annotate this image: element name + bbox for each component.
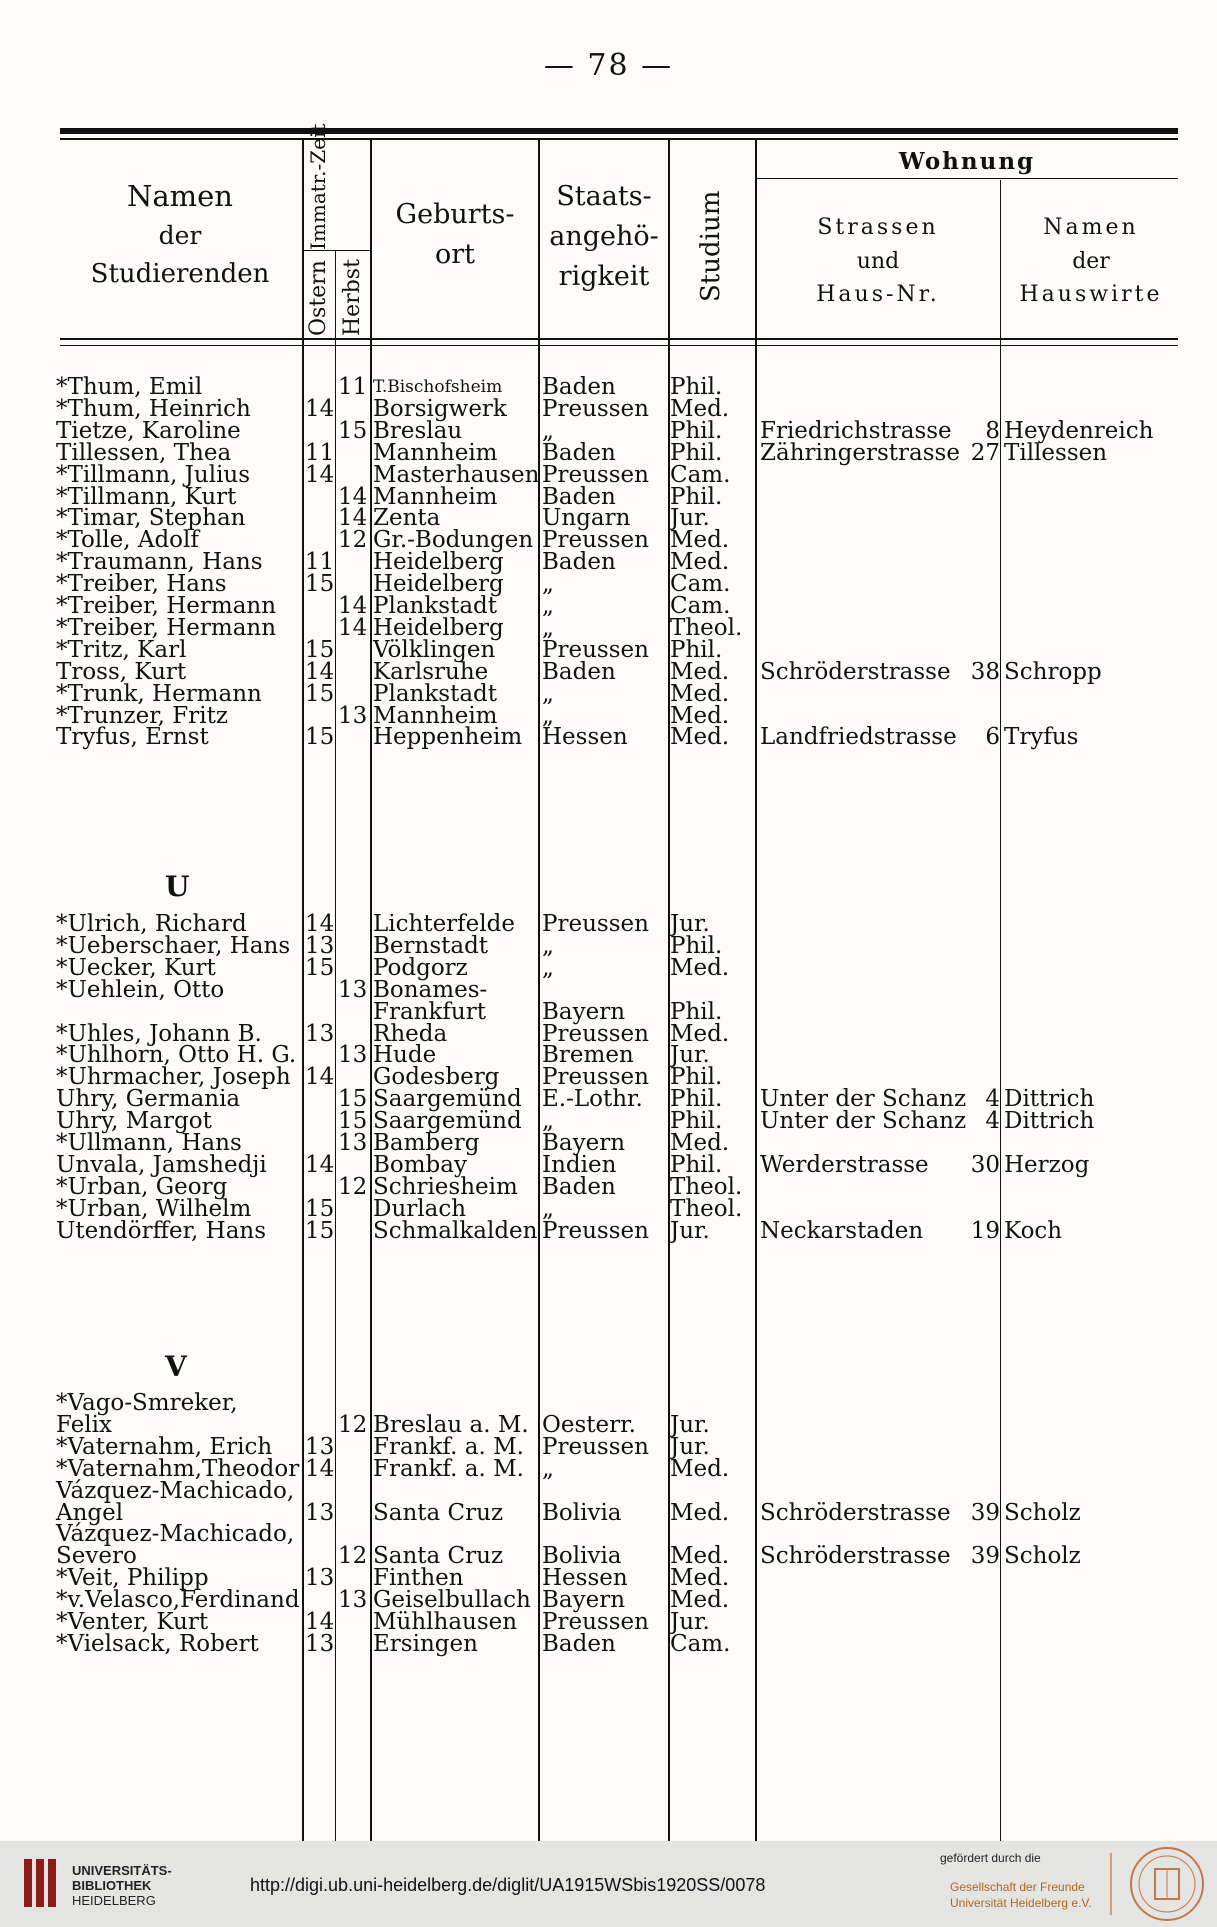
birthplace: T.Bischofsheim (373, 377, 503, 397)
ostern-year: 15 (305, 1217, 335, 1244)
street: Unter der Schanz (760, 1086, 967, 1113)
birthplace: Mannheim (373, 702, 498, 729)
wohnung-underline (756, 178, 1178, 179)
ostern-year: 13 (305, 932, 335, 959)
header-strassen-1: Strassen (817, 215, 939, 240)
table-row (0, 1631, 1217, 1658)
herbst-year: 12 (338, 527, 368, 554)
birthplace: Schriesheim (373, 1173, 518, 1200)
birthplace: Plankstadt (373, 680, 498, 707)
ostern-year: 13 (305, 1020, 335, 1047)
student-name: *Tillmann, Julius (56, 461, 251, 488)
field-of-study: Med. (670, 658, 730, 685)
house-number: 39 (970, 1499, 1000, 1526)
herbst-year: 15 (338, 1108, 368, 1135)
student-name: *Treiber, Hermann (56, 593, 277, 619)
ostern-year: 15 (305, 1195, 335, 1222)
nationality: Preussen (542, 1217, 649, 1244)
herbst-year: 15 (338, 1086, 368, 1113)
header-strassen-3: Haus-Nr. (816, 282, 940, 307)
nationality: „ (542, 680, 554, 707)
header-wirte (1002, 214, 1180, 309)
street: Unter der Schanz (760, 1108, 967, 1135)
birthplace: Finthen (373, 1565, 464, 1592)
birthplace: Bamberg (373, 1130, 480, 1156)
field-of-study: Phil. (670, 998, 723, 1025)
street: Neckarstaden (760, 1217, 924, 1244)
nationality: Bayern (542, 1587, 626, 1614)
birthplace: Breslau (373, 417, 463, 444)
birthplace: Saargemünd (373, 1086, 522, 1113)
field-of-study: Jur. (670, 1609, 710, 1635)
student-name: *Uhlhorn, Otto H. G. (56, 1042, 297, 1069)
birthplace: Bernstadt (373, 932, 489, 959)
student-name: *Ulrich, Richard (56, 911, 247, 937)
library-name-line3: HEIDELBERG (72, 1893, 156, 1908)
ostern-year: 14 (305, 1064, 335, 1091)
library-name-line1: UNIVERSITÄTS- (72, 1863, 172, 1878)
herbst-year: 13 (338, 1587, 368, 1614)
birthplace: Borsigwerk (373, 395, 507, 422)
nationality: „ (542, 1108, 554, 1135)
birthplace: Heidelberg (373, 549, 504, 576)
landlord: Koch (1004, 1217, 1063, 1244)
nationality: Hessen (542, 724, 628, 751)
student-name: Angel (56, 1499, 124, 1526)
house-number: 19 (970, 1217, 1000, 1244)
header-bottom-rule (60, 338, 1178, 340)
nationality: „ (542, 571, 554, 598)
nationality: Preussen (542, 395, 649, 422)
header-namen-studierenden: Studierenden (90, 258, 270, 289)
nationality: Preussen (542, 527, 649, 554)
ostern-year: 11 (305, 439, 335, 466)
birthplace: Heidelberg (373, 571, 504, 598)
header-namen-der: der (158, 221, 202, 251)
section-letter-u: U (165, 870, 190, 903)
street: Friedrichstrasse (760, 417, 952, 444)
street: Schröderstrasse (760, 658, 951, 685)
student-name: *Traumann, Hans (56, 549, 263, 576)
house-number: 27 (970, 439, 1000, 466)
herbst-year: 13 (338, 1042, 368, 1069)
nationality: „ (542, 593, 554, 619)
nationality: Baden (542, 1630, 616, 1657)
student-name: Tietze, Karoline (56, 417, 241, 444)
nationality: Preussen (542, 911, 649, 937)
ostern-year: 14 (305, 461, 335, 488)
nationality: „ (542, 702, 554, 729)
nationality: „ (542, 1455, 554, 1482)
birthplace: Schmalkalden (373, 1217, 538, 1244)
student-name: *Timar, Stephan (56, 505, 246, 532)
header-staat (540, 180, 668, 293)
birthplace: Santa Cruz (373, 1499, 504, 1526)
house-number: 4 (985, 1108, 1000, 1135)
field-of-study: Phil. (670, 439, 723, 466)
birthplace: Plankstadt (373, 593, 498, 619)
header-staat-2: angehö- (549, 220, 659, 252)
student-name: Unvala, Jamshedji (56, 1151, 267, 1178)
field-of-study: Med. (670, 549, 730, 576)
student-name: *Vaternahm,Theodor (56, 1455, 300, 1482)
street: Schröderstrasse (760, 1499, 951, 1526)
student-name: *Treiber, Hermann (56, 614, 277, 641)
student-name: *Vaternahm, Erich (56, 1433, 273, 1460)
student-name: *Tillmann, Kurt (56, 483, 237, 510)
top-rule-thick (60, 128, 1178, 134)
student-name: *Thum, Heinrich (56, 395, 251, 422)
student-name: *Venter, Kurt (56, 1609, 209, 1635)
nationality: Oesterr. (542, 1411, 636, 1438)
header-herbst: Herbst (340, 259, 365, 336)
footer-divider (1110, 1853, 1112, 1915)
field-of-study: Jur. (670, 505, 710, 532)
herbst-year: 13 (338, 1130, 368, 1156)
student-name: Tross, Kurt (56, 658, 187, 685)
field-of-study: Med. (670, 1499, 730, 1526)
ostern-year: 14 (305, 395, 335, 422)
nationality: Baden (542, 374, 616, 400)
student-name: *Trunzer, Fritz (56, 702, 228, 729)
ostern-year: 15 (305, 954, 335, 981)
library-name (72, 1863, 172, 1908)
ostern-year: 13 (305, 1630, 335, 1657)
field-of-study: Phil. (670, 636, 723, 663)
student-name: *Vielsack, Robert (56, 1630, 259, 1657)
sponsor-caption: gefördert durch die (940, 1851, 1041, 1865)
field-of-study: Phil. (670, 1064, 723, 1091)
house-number: 39 (970, 1543, 1000, 1570)
ostern-year: 15 (305, 680, 335, 707)
field-of-study: Phil. (670, 1108, 723, 1135)
house-number: 6 (985, 724, 1000, 751)
nationality: „ (542, 614, 554, 641)
field-of-study: Med. (670, 1455, 730, 1482)
birthplace: Heppenheim (373, 724, 523, 751)
ostern-year: 14 (305, 1609, 335, 1635)
header-wirte-3: Hauswirte (1019, 282, 1163, 307)
house-number: 30 (970, 1151, 1000, 1178)
field-of-study: Cam. (670, 461, 731, 488)
header-ostern: Ostern (306, 260, 331, 336)
student-name: *Uhrmacher, Joseph (56, 1064, 291, 1091)
nationality: Hessen (542, 1565, 628, 1592)
birthplace: Heidelberg (373, 614, 504, 641)
student-name: Uhry, Margot (56, 1108, 212, 1135)
header-namen-title: Namen (126, 179, 233, 213)
ostern-year: 13 (305, 1499, 335, 1526)
birthplace: Breslau a. M. (373, 1411, 529, 1438)
sponsor-name (950, 1879, 1092, 1911)
herbst-year: 11 (338, 374, 368, 400)
landlord: Tillessen (1004, 439, 1108, 466)
student-name: Uhry, Germania (56, 1086, 241, 1113)
ostern-year: 11 (305, 549, 335, 576)
student-name: *Ueberschaer, Hans (56, 932, 291, 959)
house-number: 38 (970, 658, 1000, 685)
nationality: Preussen (542, 1020, 649, 1047)
top-rule-thin (60, 138, 1178, 140)
landlord: Scholz (1004, 1499, 1081, 1526)
field-of-study: Cam. (670, 571, 731, 598)
field-of-study: Med. (670, 1587, 730, 1614)
birthplace: Santa Cruz (373, 1543, 504, 1570)
library-logo-icon (20, 1855, 60, 1911)
nationality: „ (542, 1195, 554, 1222)
nationality: Bolivia (542, 1543, 622, 1570)
student-name: *Veit, Philipp (56, 1565, 209, 1592)
birthplace: Lichterfelde (373, 911, 515, 937)
student-name: *Treiber, Hans (56, 571, 227, 598)
student-name: Utendörffer, Hans (56, 1217, 267, 1244)
birthplace: Ersingen (373, 1630, 478, 1657)
ostern-year: 15 (305, 571, 335, 598)
field-of-study: Med. (670, 680, 730, 707)
field-of-study: Med. (670, 1020, 730, 1047)
nationality: Preussen (542, 636, 649, 663)
ostern-year: 13 (305, 1565, 335, 1592)
landlord: Schropp (1004, 658, 1102, 685)
birthplace: Rheda (373, 1020, 448, 1047)
birthplace: Karlsruhe (373, 658, 489, 685)
house-number: 4 (985, 1086, 1000, 1113)
student-name: *Uehlein, Otto (56, 976, 225, 1003)
university-seal-icon (1128, 1845, 1206, 1923)
herbst-year: 15 (338, 417, 368, 444)
birthplace: Mannheim (373, 483, 498, 510)
field-of-study: Phil. (670, 483, 723, 510)
header-geburtsort-2: ort (434, 238, 475, 270)
herbst-year: 12 (338, 1411, 368, 1438)
birthplace: Zenta (373, 505, 441, 532)
house-number: 8 (985, 417, 1000, 444)
field-of-study: Theol. (670, 614, 743, 641)
page-number: — 78 — (543, 48, 674, 83)
ostern-year: 14 (305, 911, 335, 937)
field-of-study: Phil. (670, 1151, 723, 1178)
section-letter-v: V (165, 1350, 187, 1383)
nationality: Indien (542, 1151, 617, 1178)
student-name: *Vago-Smreker, (56, 1390, 238, 1416)
field-of-study: Theol. (670, 1173, 743, 1200)
field-of-study: Cam. (670, 1630, 731, 1657)
birthplace: Völklingen (373, 636, 496, 663)
nationality: „ (542, 417, 554, 444)
field-of-study: Med. (670, 395, 730, 422)
landlord: Heydenreich (1004, 417, 1154, 444)
nationality: Baden (542, 1173, 616, 1200)
field-of-study: Theol. (670, 1195, 743, 1222)
sponsor-name-line2: Universität Heidelberg e.V. (950, 1896, 1092, 1910)
herbst-year: 13 (338, 702, 368, 729)
landlord: Tryfus (1004, 724, 1079, 751)
nationality: Baden (542, 658, 616, 685)
birthplace: Frankf. a. M. (373, 1433, 524, 1460)
birthplace: Godesberg (373, 1064, 500, 1091)
landlord: Dittrich (1004, 1108, 1095, 1135)
nationality: Baden (542, 483, 616, 510)
header-namen (60, 178, 300, 290)
field-of-study: Med. (670, 724, 730, 751)
birthplace: Frankf. a. M. (373, 1455, 524, 1482)
field-of-study: Med. (670, 1565, 730, 1592)
library-name-line2: BIBLIOTHEK (72, 1878, 152, 1893)
birthplace: Hude (373, 1042, 437, 1069)
header-immatr-zeit: Immatr.-Zeit (306, 123, 330, 250)
nationality: Baden (542, 439, 616, 466)
herbst-year: 14 (338, 593, 368, 619)
field-of-study: Jur. (670, 1411, 710, 1438)
field-of-study: Med. (670, 702, 730, 729)
birthplace: Frankfurt (373, 998, 486, 1025)
ostern-year: 14 (305, 1151, 335, 1178)
field-of-study: Phil. (670, 374, 723, 400)
field-of-study: Med. (670, 954, 730, 981)
street: Schröderstrasse (760, 1543, 951, 1570)
header-geburtsort-1: Geburts- (395, 199, 515, 230)
nationality: Bolivia (542, 1499, 622, 1526)
student-name: Severo (56, 1543, 137, 1570)
street: Landfriedstrasse (760, 724, 957, 751)
herbst-year: 14 (338, 483, 368, 510)
student-name: Vázquez-Machicado, (56, 1521, 295, 1548)
birthplace: Bonames- (373, 976, 488, 1003)
student-name: *Urban, Wilhelm (56, 1195, 252, 1222)
landlord: Herzog (1004, 1151, 1090, 1178)
field-of-study: Jur. (670, 911, 710, 937)
header-strassen-2: und (856, 248, 900, 274)
field-of-study: Phil. (670, 932, 723, 959)
nationality: Bayern (542, 1130, 626, 1156)
footer-bar (0, 1841, 1217, 1927)
ostern-year: 14 (305, 1455, 335, 1482)
student-name: Tillessen, Thea (56, 439, 232, 466)
herbst-year: 12 (338, 1543, 368, 1570)
nationality: „ (542, 954, 554, 981)
field-of-study: Jur. (670, 1042, 710, 1069)
student-name: *Tolle, Adolf (56, 527, 199, 554)
field-of-study: Med. (670, 1130, 730, 1156)
birthplace: Gr.-Bodungen (373, 527, 534, 554)
student-name: *Urban, Georg (56, 1173, 228, 1200)
herbst-year: 12 (338, 1173, 368, 1200)
header-wirte-1: Namen (1043, 215, 1139, 240)
street: Zähringerstrasse (760, 439, 960, 466)
field-of-study: Jur. (670, 1217, 710, 1244)
table-row (0, 724, 1217, 751)
source-url-link[interactable]: http://digi.ub.uni-heidelberg.de/diglit/UA1915WSbis1920SS/0078 (250, 1875, 766, 1895)
field-of-study: Med. (670, 527, 730, 554)
birthplace: Bombay (373, 1151, 467, 1178)
ostern-year: 14 (305, 658, 335, 685)
nationality: Baden (542, 549, 616, 576)
header-staat-1: Staats- (556, 181, 652, 212)
ostern-year: 15 (305, 724, 335, 751)
nationality: Preussen (542, 1433, 649, 1460)
birthplace: Geiselbullach (373, 1587, 531, 1614)
student-name: *v.Velasco,Ferdinand (56, 1587, 300, 1614)
landlord: Dittrich (1004, 1086, 1095, 1113)
nationality: Ungarn (542, 505, 631, 532)
birthplace: Mühlhausen (373, 1609, 518, 1635)
field-of-study: Phil. (670, 1086, 723, 1113)
student-name: *Ullmann, Hans (56, 1130, 242, 1156)
student-name: *Tritz, Karl (56, 636, 187, 663)
student-name: Felix (56, 1411, 112, 1438)
birthplace: Saargemünd (373, 1108, 522, 1135)
nationality: Bayern (542, 998, 626, 1025)
ostern-year: 15 (305, 636, 335, 663)
student-name: Vázquez-Machicado, (56, 1477, 295, 1504)
nationality: Preussen (542, 1609, 649, 1635)
field-of-study: Med. (670, 1543, 730, 1570)
table-row (0, 1218, 1217, 1245)
herbst-year: 14 (338, 614, 368, 641)
birthplace: Masterhausen (373, 461, 540, 488)
birthplace: Podgorz (373, 954, 468, 981)
student-name: *Trunk, Hermann (56, 680, 262, 707)
landlord: Scholz (1004, 1543, 1081, 1570)
field-of-study: Jur. (670, 1433, 710, 1460)
nationality: Bremen (542, 1042, 634, 1069)
field-of-study: Cam. (670, 593, 731, 619)
immatr-underline (303, 250, 370, 251)
field-of-study: Phil. (670, 417, 723, 444)
header-bottom-rule-2 (60, 345, 1178, 346)
birthplace: Durlach (373, 1195, 467, 1222)
header-wirte-2: der (1072, 248, 1110, 274)
student-name: *Thum, Emil (56, 374, 203, 400)
student-name: *Uhles, Johann B. (56, 1020, 262, 1047)
header-geburtsort (372, 198, 538, 272)
nationality: Preussen (542, 461, 649, 488)
sponsor-name-line1: Gesellschaft der Freunde (950, 1880, 1085, 1894)
birthplace: Mannheim (373, 439, 498, 466)
header-studium: Studium (696, 190, 726, 302)
header-staat-3: rigkeit (558, 260, 650, 292)
nationality: Preussen (542, 1064, 649, 1091)
street: Werderstrasse (760, 1151, 929, 1178)
student-name: *Uecker, Kurt (56, 954, 216, 981)
herbst-year: 14 (338, 505, 368, 532)
herbst-year: 13 (338, 976, 368, 1003)
nationality: „ (542, 932, 554, 959)
header-strassen (756, 214, 1000, 309)
student-name: Tryfus, Ernst (56, 724, 209, 751)
header-wohnung: Wohnung (898, 148, 1036, 175)
ostern-year: 13 (305, 1433, 335, 1460)
nationality: E.-Lothr. (542, 1086, 643, 1113)
